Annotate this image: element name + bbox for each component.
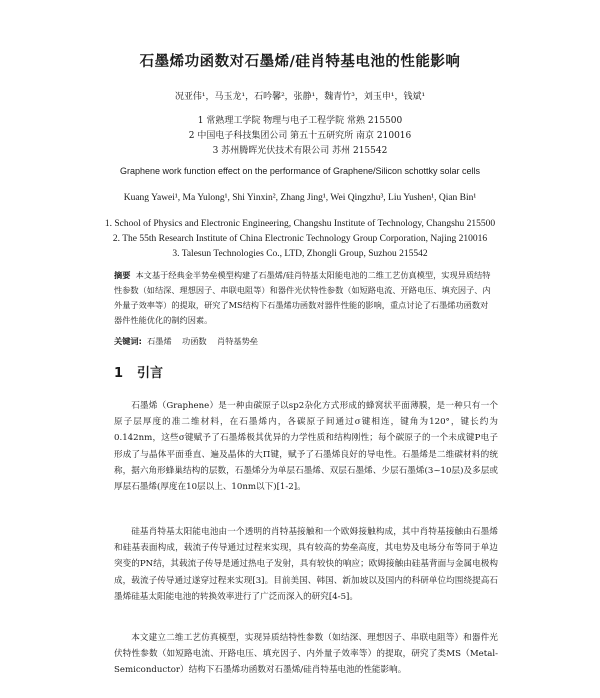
abstract	[114, 268, 494, 328]
paragraph-text: 硅基肖特基太阳能电池由一个透明的肖特基接触和一个欧姆接触构成，其中肖特基接触由石墨烯和硅基表面构成，载流子传导通过过程来实现，具有较高的势垒高度，其电势及电场分布等同于单边突变的PN结，其载流子传导是通过热电子发射，具有较快的响应；欧姆接触由硅基背面与金属电极构成，载流子传导通过遂穿过程来实现[3]。目前美国、韩国、新加坡以及国内的科研单位均围绕提高石墨烯硅基太阳能电池的转换效率进行了广泛而深入的研究[4-5]。	[114, 527, 498, 602]
abstract-label: 摘要	[114, 270, 131, 280]
paper-title-english: Graphene work function effect on the performance of Graphene/Silicon schottky solar cells	[119, 166, 481, 176]
paragraph-text: 石墨烯（Graphene）是一种由碳原子以sp2杂化方式形成的蜂窝状平面薄膜，是一种只有一个原子层厚度的准二维材料，在石墨烯内，各碳原子间通过σ键相连，键角为120°，键长约为0.142nm，这些σ键赋予了石墨烯极其优异的力学性质和结构刚性；每个碳原子的一个未成键P电子形成了与晶体平面垂直、遍及晶体的大Π键，赋予了石墨烯良好的导电性。石墨烯是二维碳材料的统称，据六角形蜂巢结构的层数，石墨烯分为单层石墨烯、双层石墨烯、少层石墨烯(3~10层)及多层或厚层石墨烯(厚度在10层以上、10nm以下)[1-2]。	[114, 401, 498, 493]
paragraph-text: 本文建立二维工艺仿真模型，实现异质结特性参数（如结深、理想因子、串联电阻等）和器件光伏特性参数（如短路电流、开路电压、填充因子、内外量子效率等）的提取，研究了类MS（Metal-Semiconductor）结构下石墨烯功函数对石墨烯/硅肖特基电池的性能影响。	[114, 633, 498, 676]
affiliation-cn-1: 1 常熟理工学院 物理与电子工程学院 常熟 215500	[197, 116, 403, 126]
affiliation-en-2: 2. The 55th Research Institute of China Electronic Technology Group Corporation, Najing 210016	[112, 234, 488, 244]
section-number: 1	[114, 366, 124, 381]
keywords-label: 关键词:	[114, 336, 142, 346]
abstract-text: 本文基于经典金半势垒模型构建了石墨烯/硅肖特基太阳能电池的二维工艺仿真模型，实现异质结特性参数（如结深、理想因子、串联电阻等）和器件光伏特性参数（如短路电流、开路电压、填充因子、内外量子效率等）的提取，研究了MS结构下石墨烯功函数对器件性能的影响，重点讨论了石墨烯功函数对器件性能优化的制约因素。	[114, 270, 491, 325]
affiliation-en-3: 3. Talesun Technologies Co., LTD, Zhongli Group, Suzhou 215542	[172, 249, 428, 259]
keywords-text: 石墨烯 功函数 肖特基势垒	[147, 336, 258, 346]
affiliation-cn-2: 2 中国电子科技集团公司 第五十五研究所 南京 210016	[188, 131, 412, 141]
paper-title: 石墨烯功函数对石墨烯/硅肖特基电池的性能影响	[139, 54, 461, 70]
keywords	[114, 336, 494, 347]
section-title: 引言	[137, 366, 164, 381]
authors-english: Kuang Yawei¹, Ma Yulong¹, Shi Yinxin², Zhang Jing¹, Wei Qingzhu³, Liu Yushen¹, Qian Bin¹	[123, 193, 477, 203]
authors-chinese: 况亚伟¹，马玉龙¹，石吟馨²，张静¹，魏青竹³，刘玉申¹，钱斌¹	[174, 92, 426, 102]
body-paragraph-1	[114, 398, 498, 495]
section-heading	[114, 362, 163, 381]
body-paragraph-3	[114, 630, 498, 679]
affiliation-en-1: 1. School of Physics and Electronic Engineering, Changshu Institute of Technology, Changshu 215500	[104, 219, 496, 229]
body-paragraph-2	[114, 524, 498, 605]
affiliation-cn-3: 3 苏州腾晖光伏技术有限公司 苏州 215542	[212, 146, 388, 156]
